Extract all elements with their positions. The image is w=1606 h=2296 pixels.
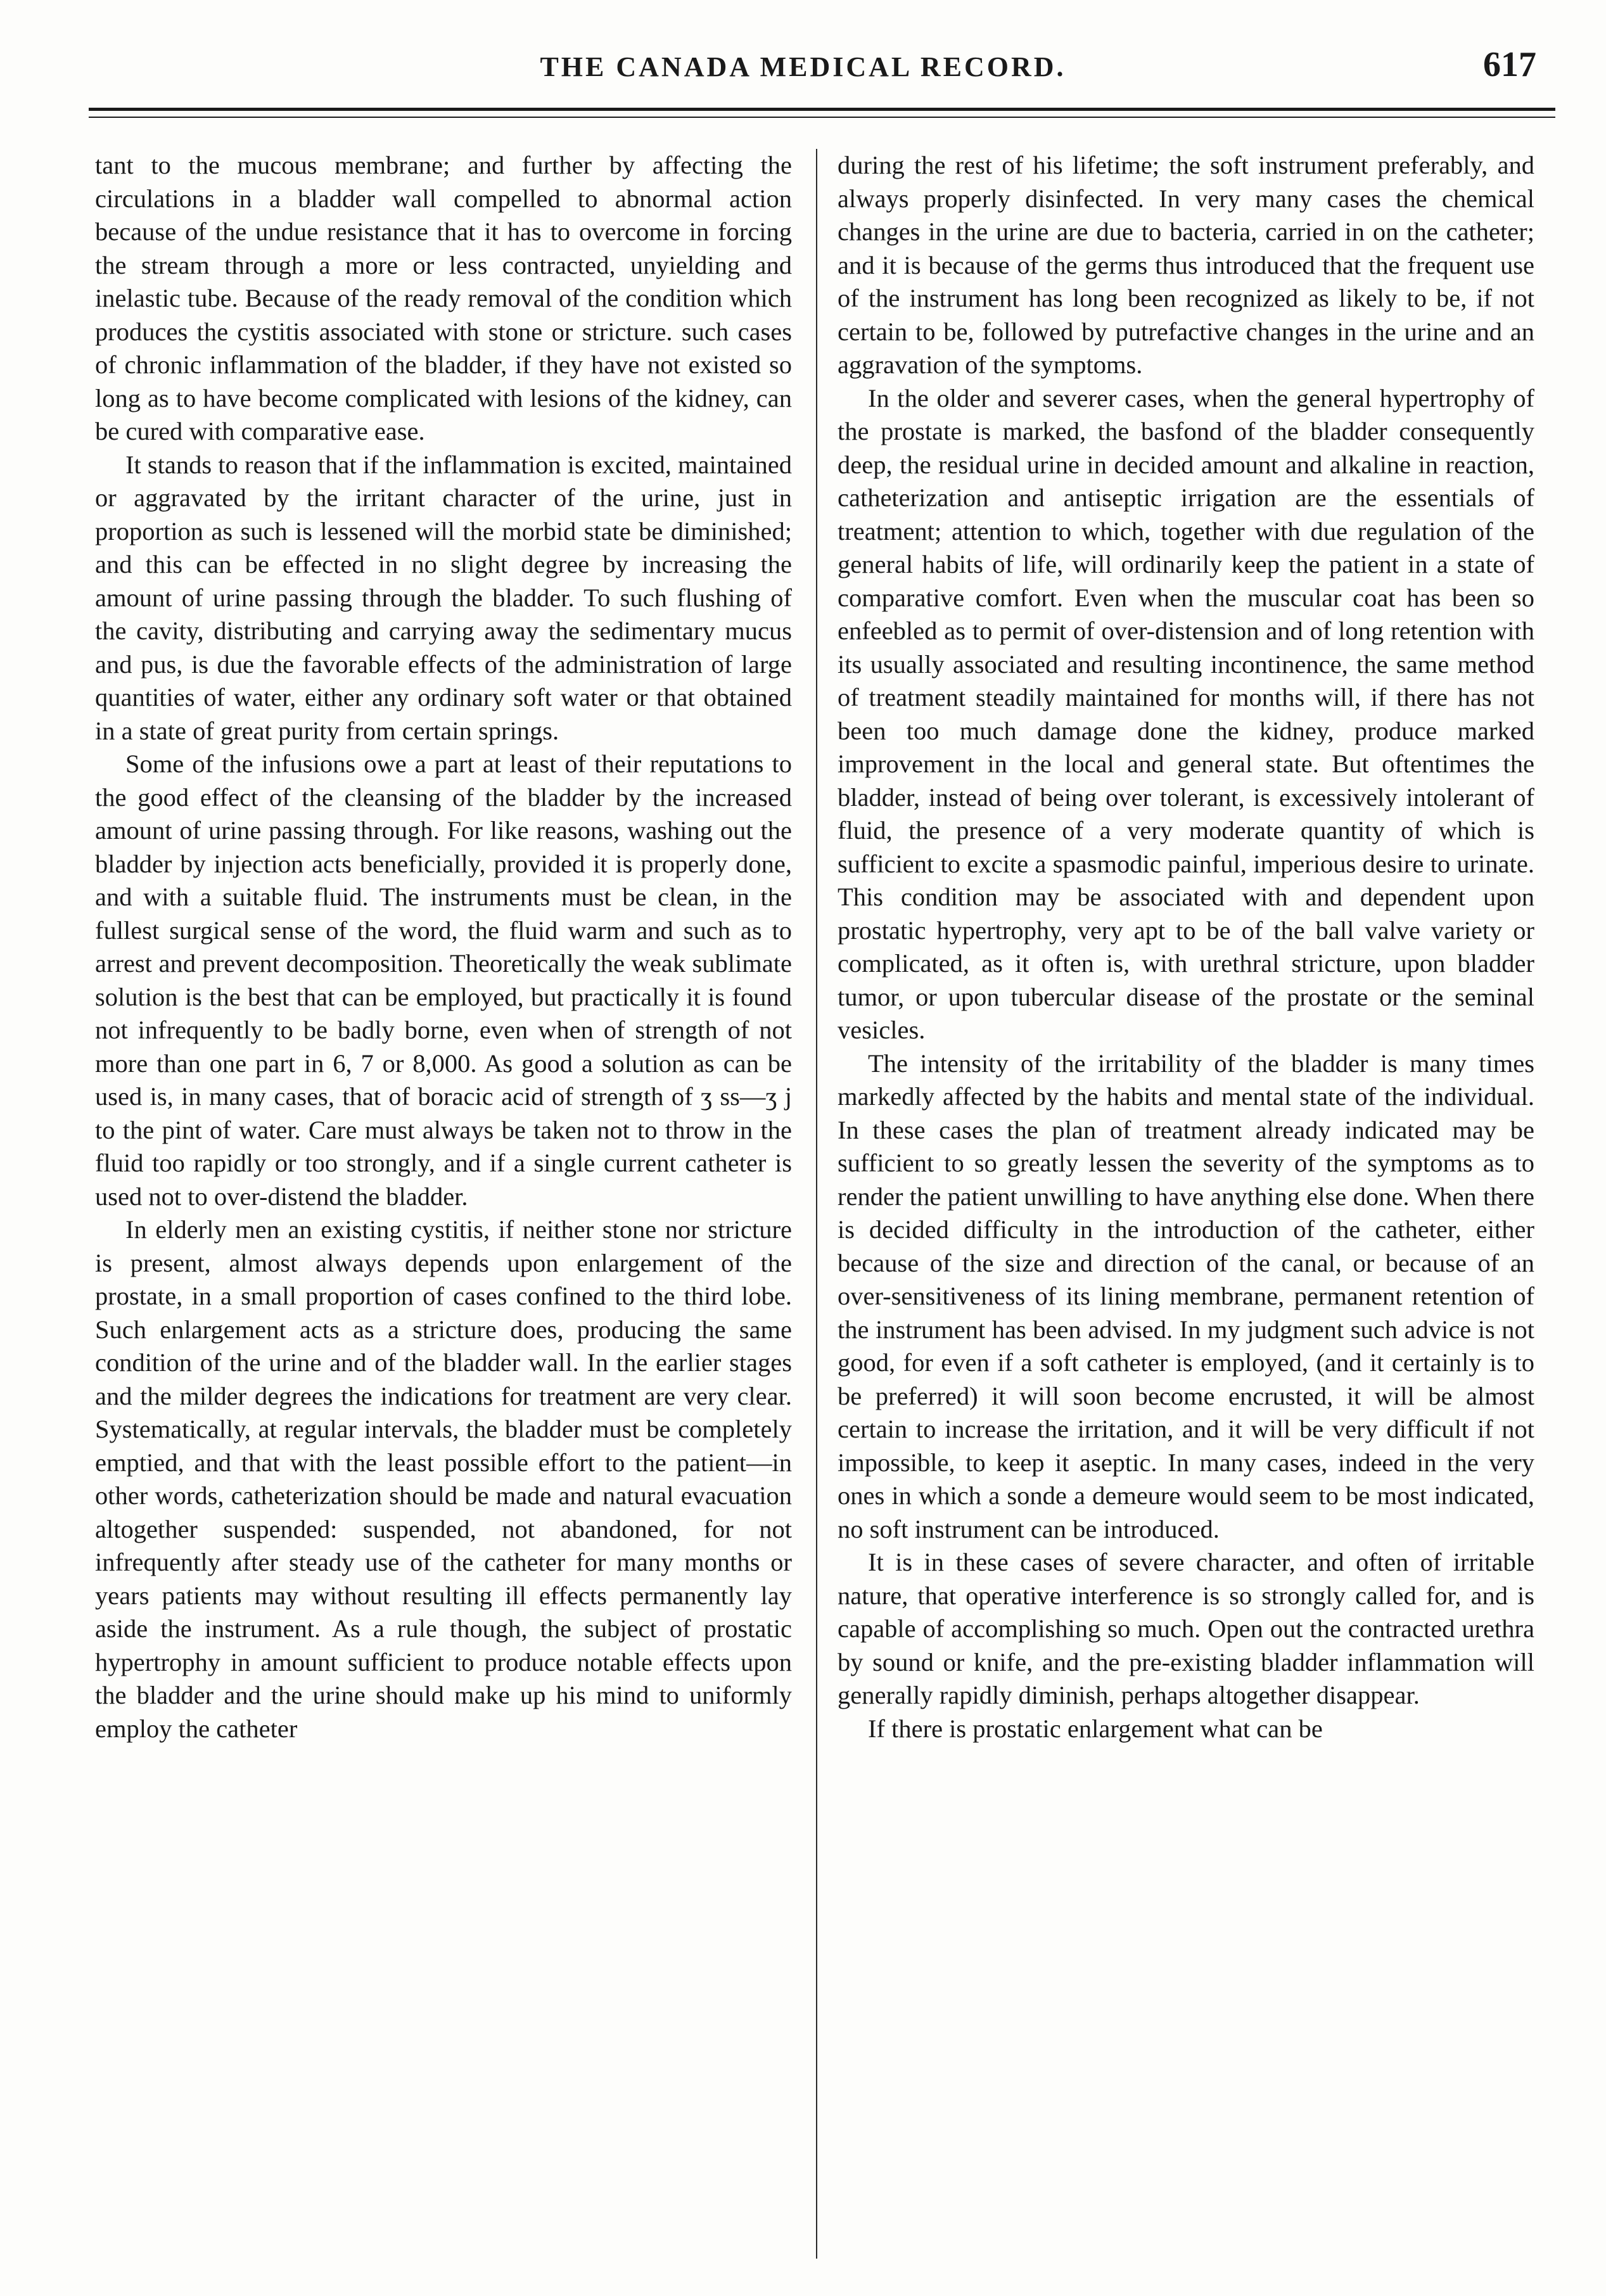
page-number: 617 xyxy=(1483,45,1536,84)
paragraph: It stands to reason that if the inflammation is excited, maintained or aggravated by the irritant character of the urine, just in proportion as such is lessened will the morbid state be diminished; and this can be effected in no slight degree by increasing the amount of urine passing through the bladder. To such flushing of the cavity, distributing and carrying away the sedimentary mucus and pus, is due the favorable effects of the administration of large quantities of water, either any ordinary soft water or that obtained in a state of great purity from certain springs. xyxy=(95,450,792,745)
paragraph: If there is prostatic enlargement what can be xyxy=(868,1714,1323,1743)
paragraph: during the rest of his lifetime; the soft instrument preferably, and always properly disinfected. In very many cases the chemical changes in the urine are due to bacteria, carried in on the catheter; and it is because of the germs thus introduced that the frequent use of the instrument has long been recognized as likely to be, if not certain to be, followed by putrefactive changes in the urine and an aggravation of the symptoms. xyxy=(838,151,1534,379)
paragraph: It is in these cases of severe character, and often of irritable nature, that operative interference is so strongly called for, and is capable of accomplishing so much. Open out the contracted urethra by sound or knife, and the pre-existing bladder inflammation will generally rapidly diminish, perhaps altogether disappear. xyxy=(838,1548,1534,1709)
header-rule-thin xyxy=(89,117,1555,118)
header-rule-thick xyxy=(89,108,1555,111)
paragraph: Some of the infusions owe a part at least of their reputations to the good effect of the cleansing of the bladder by the increased amount of urine passing through. For like reasons, washing out the bladder by injection acts beneficially, provided it is properly done, and with a suitable fluid. The instruments must be clean, in the fullest surgical sense of the word, the fluid warm and such as to arrest and prevent decomposition. Theoretically the weak sublimate solution is the best that can be employed, but practically it is found not infrequently to be badly borne, even when of strength of not more than one part in 6, 7 or 8,000. As good a solution as can be used is, in many cases, that of boracic acid of strength of ʒ ss—ʒ j to the pint of water. Care must always be taken not to throw in the fluid too rapidly or too strongly, and if a single current catheter is used not to over-distend the bladder. xyxy=(95,749,792,1211)
paragraph: In the older and severer cases, when the general hypertrophy of the prostate is marked, the basfond of the bladder consequently deep, the residual urine in decided amount and alkaline in reaction, catheterization and antiseptic irrigation are the essentials of treatment; attention to which, together with due regulation of the general habits of life, will ordinarily keep the patient in a state of comparative comfort. Even when the muscular coat has been so enfeebled as to permit of over-distension and of long retention with its usually associated and resulting incontinence, the same method of treatment steadily maintained for months will, if there has not been too much damage done the kidney, produce marked improvement in the local and general state. But oftentimes the bladder, instead of being over tolerant, is excessively intolerant of fluid, the presence of a very moderate quantity of which is sufficient to excite a spasmodic painful, imperious desire to urinate. This condition may be associated with and dependent upon prostatic hypertrophy, very apt to be of the ball valve variety or complicated, as it often is, with urethral stricture, upon bladder tumor, or upon tubercular disease of the prostate or the seminal vesicles. xyxy=(838,383,1534,1044)
column-divider xyxy=(816,149,817,2259)
left-column xyxy=(95,149,792,2271)
journal-title: THE CANADA MEDICAL RECORD. xyxy=(540,51,1066,82)
paragraph: tant to the mucous membrane; and further by affecting the circulations in a bladder wall compelled to abnormal action because of the undue resistance that it has to overcome in forcing the stream through a more or less contracted, unyielding and inelastic tube. Because of the ready removal of the condition which produces the cystitis associated with stone or stricture. such cases of chronic inflammation of the bladder, if they have not existed so long as to have become complicated with lesions of the kidney, can be cured with comparative ease. xyxy=(95,151,792,445)
paragraph: In elderly men an existing cystitis, if neither stone nor stricture is present, almost always depends upon enlargement of the prostate, in a small proportion of cases confined to the third lobe. Such enlargement acts as a stricture does, producing the same condition of the urine and of the bladder wall. In the earlier stages and the milder degrees the indications for treatment are very clear. Systematically, at regular intervals, the bladder must be completely emptied, and that with the least possible effort to the patient—in other words, catheterization should be made and natural evacuation altogether suspended: suspended, not abandoned, for not infrequently after steady use of the catheter for many months or years patients may without resulting ill effects permanently lay aside the instrument. As a rule though, the subject of prostatic hypertrophy in amount sufficient to produce notable effects upon the bladder and the urine should make up his mind to uniformly employ the catheter xyxy=(95,1215,792,1743)
right-column xyxy=(838,149,1534,2271)
paragraph: The intensity of the irritability of the bladder is many times markedly affected by the habits and mental state of the individual. In these cases the plan of treatment already indicated may be sufficient to so greatly lessen the severity of the symptoms as to render the patient unwilling to have anything else done. When there is decided difficulty in the introduction of the catheter, either because of the size and direction of the canal, or because of an over-sensitiveness of its lining membrane, permanent retention of the instrument has been advised. In my judgment such advice is not good, for even if a soft catheter is employed, (and it certainly is to be preferred) it will soon become encrusted, it will be almost certain to increase the irritation, and it will be very difficult if not impossible, to keep it aseptic. In many cases, indeed in the very ones in which a sonde a demeure would seem to be most indicated, no soft instrument can be introduced. xyxy=(838,1049,1534,1543)
running-head xyxy=(0,39,1606,96)
